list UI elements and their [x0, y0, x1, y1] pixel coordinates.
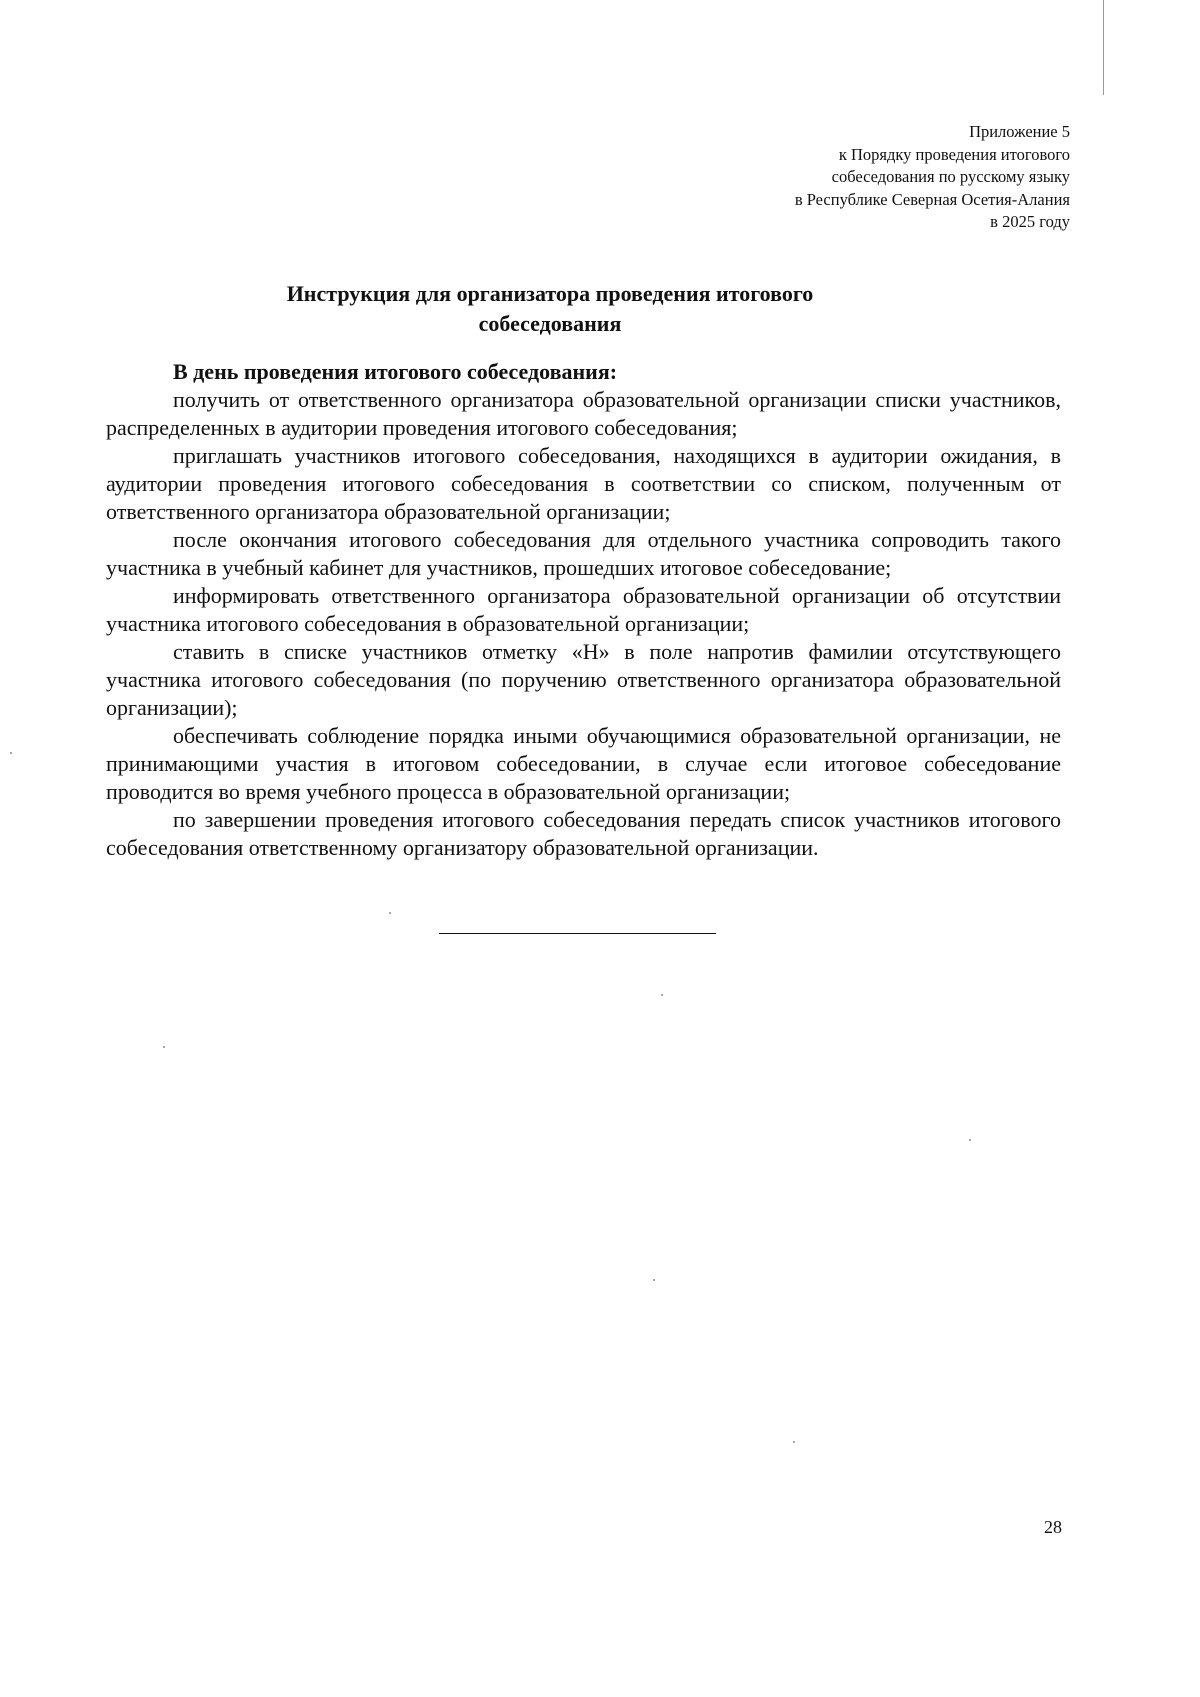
appendix-note — [650, 121, 1070, 234]
appendix-line: Приложение 5 — [969, 122, 1070, 141]
end-divider — [439, 933, 716, 934]
section-heading: В день проведения итогового собеседования: — [173, 359, 618, 384]
appendix-line: в Республике Северная Осетия-Алания — [794, 189, 1070, 209]
instruction-item: ставить в списке участников отметку «Н» в поле напротив фамилии отсутствующего участника итогового собеседования (по поручению ответственного организатора образовательной организации); — [106, 639, 1061, 720]
instruction-item: после окончания итогового собеседования для отдельного участника сопроводить такого участника в учебный кабинет для участников, прошедших итоговое собеседование; — [106, 527, 1061, 580]
appendix-line: в 2025 году — [990, 212, 1070, 231]
instruction-item: информировать ответственного организатора образовательной организации об отсутствии участника итогового собеседования в образовательной организации; — [106, 583, 1061, 636]
instruction-item: получить от ответственного организатора образовательной организации списки участников, распределенных в аудитории проведения итогового собеседования; — [106, 387, 1061, 440]
scan-edge-line — [1103, 0, 1104, 95]
instruction-item: приглашать участников итогового собеседования, находящихся в аудитории ожидания, в аудитории проведения итогового собеседования в соответствии со списком, полученным от ответственного организатора образовательной организации; — [106, 443, 1061, 524]
scan-speck — [661, 994, 663, 996]
instruction-body — [106, 358, 1061, 862]
appendix-line: к Порядку проведения итогового — [838, 144, 1070, 164]
scan-speck — [389, 912, 391, 914]
document-title — [150, 279, 950, 339]
scan-speck — [163, 1046, 165, 1048]
document-title-line: Инструкция для организатора проведения итогового — [286, 281, 814, 306]
appendix-line: собеседования по русскому языку — [831, 167, 1070, 186]
instruction-item: обеспечивать соблюдение порядка иными обучающимися образовательной организации, не принимающими участия в итоговом собеседовании, в случае если итоговое собеседование проводится во время учебного процесса в образовательной организации; — [106, 723, 1061, 804]
page-number: 28 — [1044, 1517, 1062, 1537]
scan-speck — [10, 752, 12, 754]
instruction-item: по завершении проведения итогового собеседования передать список участников итогового собеседования ответственному организатору образовательной организации. — [106, 807, 1061, 860]
scan-speck — [793, 1441, 795, 1443]
scan-speck — [653, 1279, 655, 1281]
scan-speck — [969, 1139, 971, 1141]
document-title-line: собеседования — [478, 311, 622, 336]
